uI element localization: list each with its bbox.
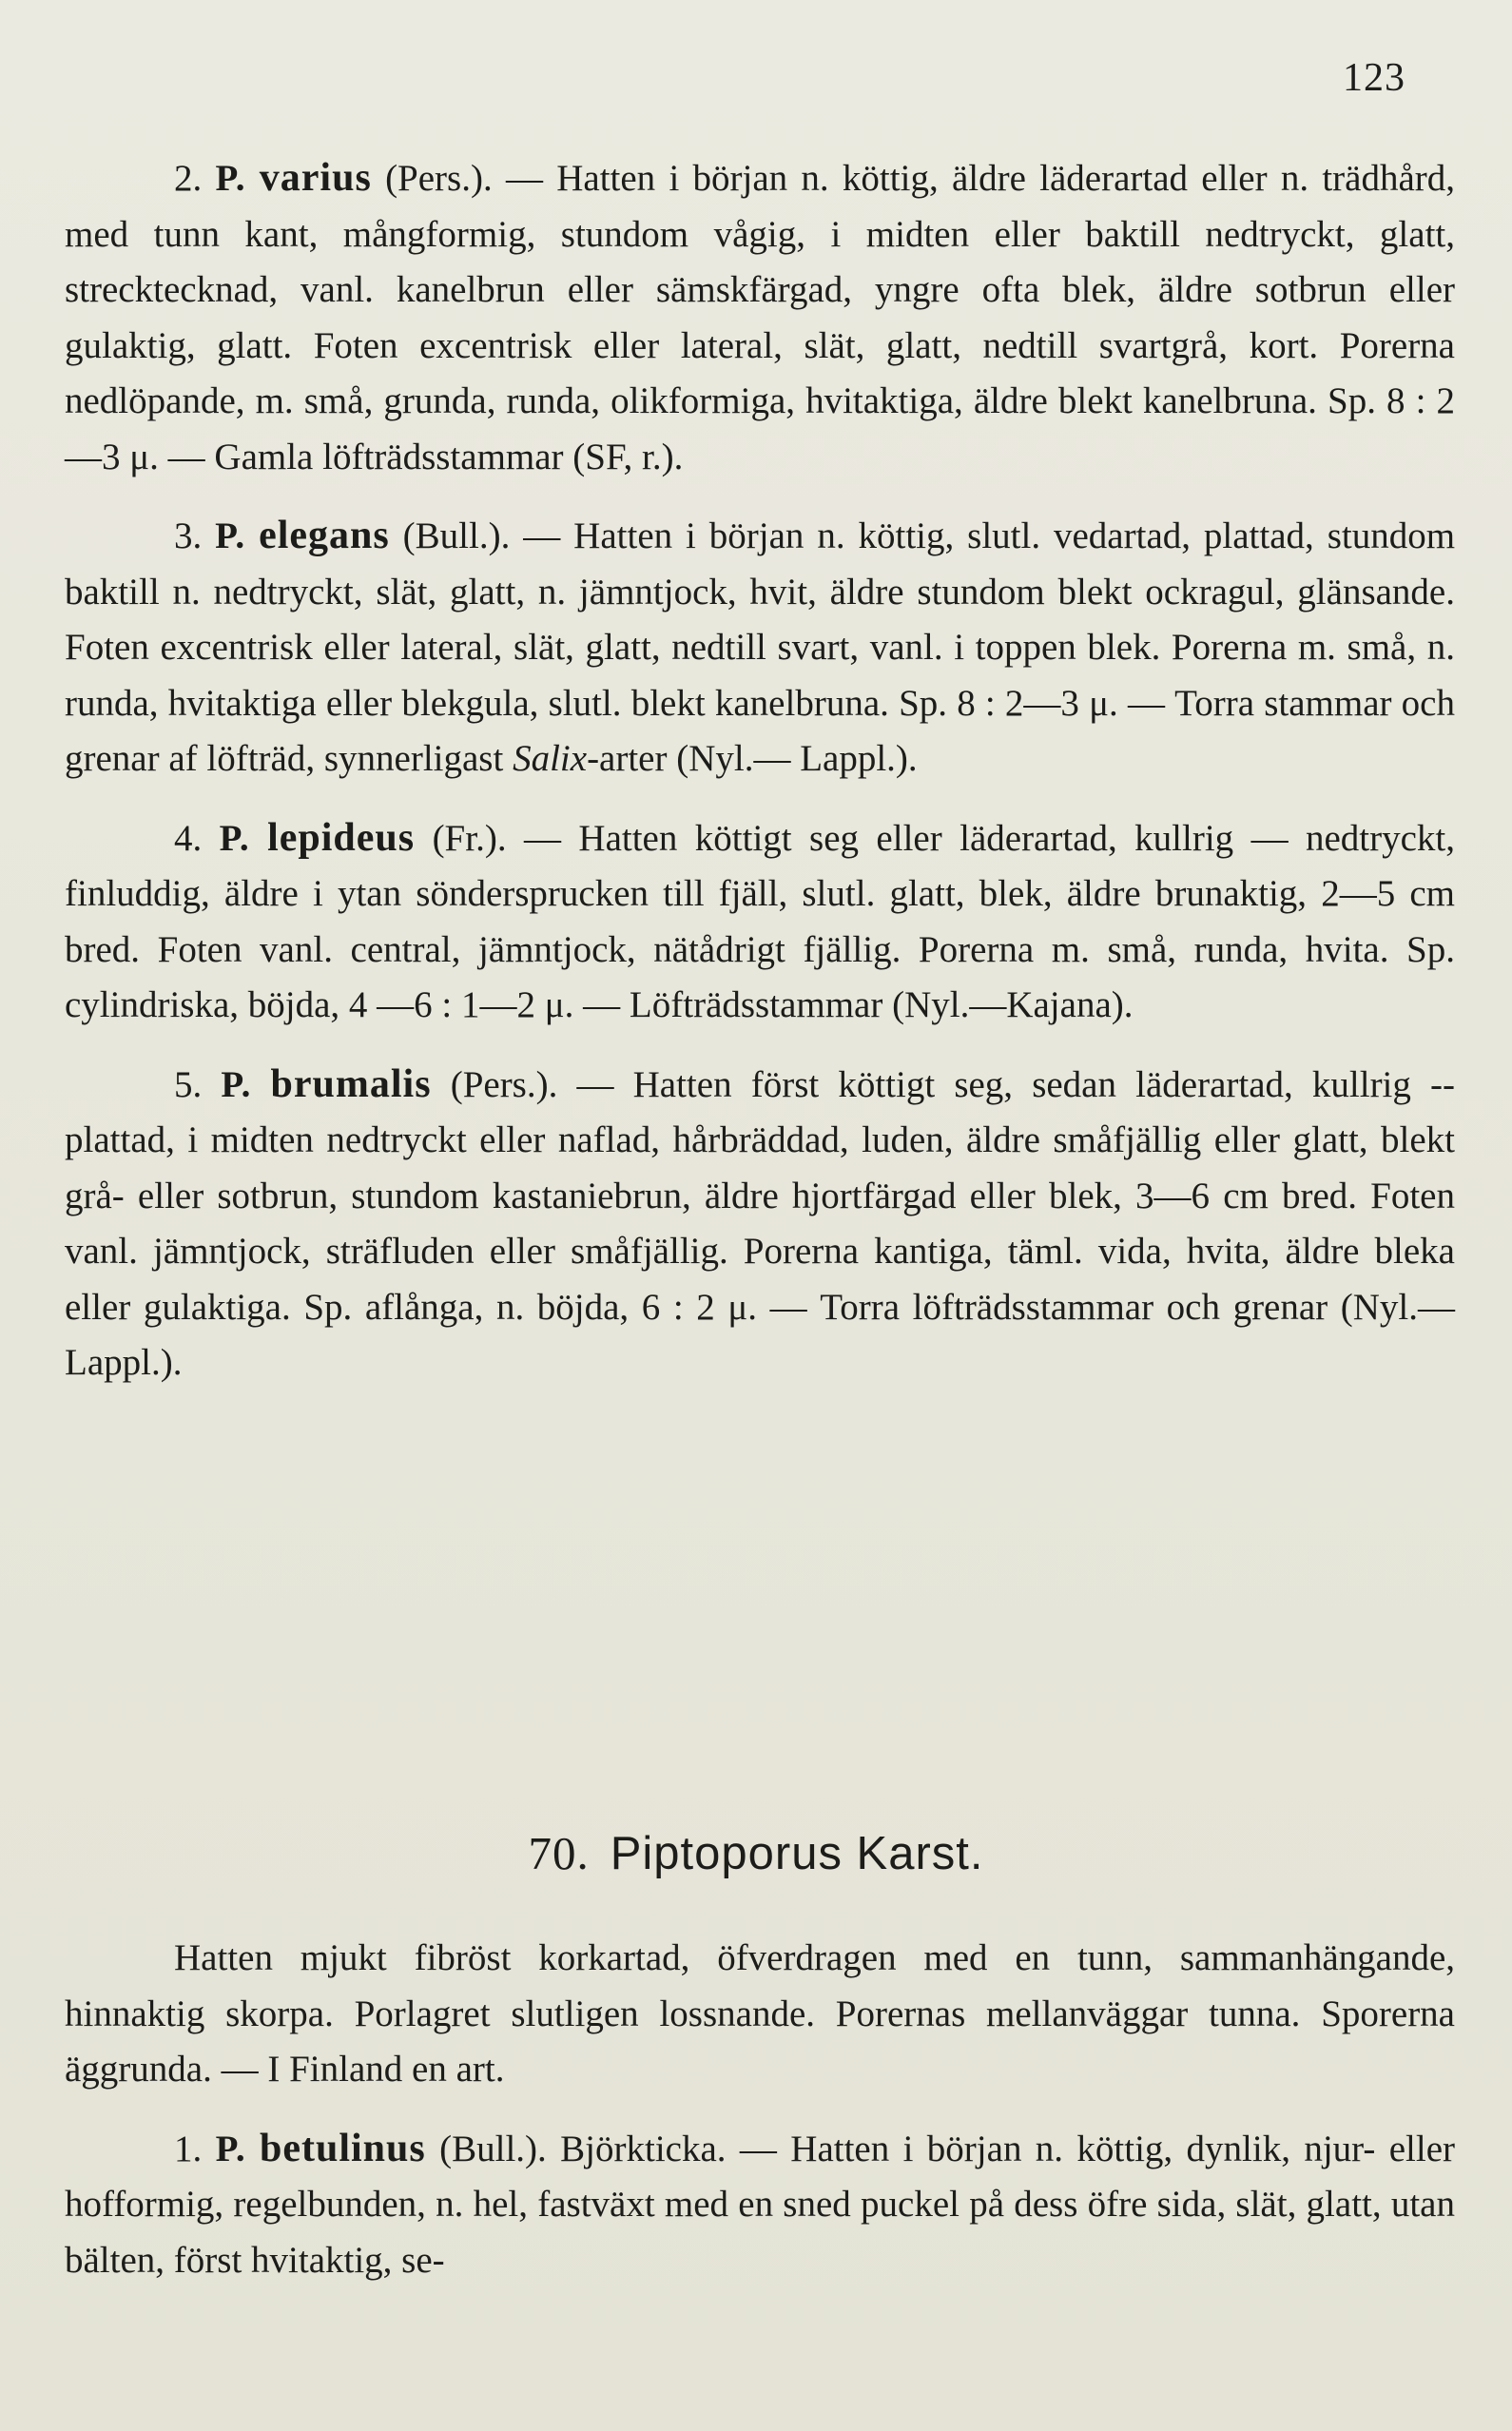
species-description: — Hatten först köttigt seg, sedan läderartad, kullrig -- plattad, i midten nedtryckt eller naflad, hårbräddad, luden, äldre småfjällig eller glatt, blekt grå- eller sotbrun, stundom kastaniebrun, äldre hjortfärgad eller blek, 3—6 cm bred. Foten vanl. jämntjock, sträfluden eller småfjällig. Porerna kantiga, täml. vida, hvita, äldre bleka eller gulaktiga. Sp. aflånga, n. böjda, 6 : 2 μ. — Torra löfträdsstammar och grenar (Nyl.—Lappl.). <box>65 1063 1456 1383</box>
genus-description: Hatten mjukt fibröst korkartad, öfverdragen med en tunn, sammanhängande, hinnaktig skorpa. Porlagret slutligen lossnande. Porernas mellanväggar tunna. Sporerna äggrunda. — I Finland en art. <box>65 1937 1455 2090</box>
species-epithet: elegans <box>259 514 390 557</box>
species-entry-brumalis <box>65 1057 1455 1391</box>
genus-number: 70. <box>528 1827 590 1879</box>
genus-abbreviation: P. <box>215 515 246 556</box>
genus-section-block <box>65 1931 1455 2288</box>
genus-name: Piptoporus Karst. <box>610 1828 984 1879</box>
species-epithet: lepideus <box>267 815 416 860</box>
italic-genus-name: Salix <box>513 738 588 779</box>
species-epithet: betulinus <box>260 2126 426 2170</box>
species-author: (Pers.). <box>450 1063 558 1105</box>
species-description: — Hatten i början n. köttig, äldre läderartad eller n. trädhård, med tunn kant, mångformig, stundom vågig, i midten eller baktill nedtryckt, glatt, strecktecknad, vanl. kanelbrun eller sämskfärgad, yngre ofta blek, äldre sotbrun eller gulaktig, glatt. Foten excentrisk eller lateral, slät, glatt, nedtill svartgrå, kort. Porerna nedlöpande, m. små, grunda, runda, olikformiga, hvitaktiga, äldre blekt kanelbruna. Sp. 8 : 2—3 μ. — Gamla löfträdsstammar (SF, r.). <box>65 158 1456 477</box>
species-entry-lepideus <box>65 810 1455 1034</box>
species-description: Björkticka. — Hatten i början n. köttig, dynlik, njur- eller hofformig, regelbunden, n. hel, fastväxt med en sned puckel på dess öfre sida, slät, glatt, utan bälten, först hvitaktig, se- <box>65 2128 1456 2281</box>
species-entry-elegans <box>65 508 1455 788</box>
entry-number: 2. <box>174 158 203 199</box>
genus-abbreviation: P. <box>219 817 250 859</box>
page-number: 123 <box>1343 56 1405 100</box>
entry-number: 4. <box>174 817 203 859</box>
entry-number: 5. <box>174 1063 203 1105</box>
species-author: (Bull.). <box>439 2128 547 2169</box>
species-description-end: -arter (Nyl.— Lappl.). <box>587 738 918 779</box>
species-author: (Bull.). <box>402 515 511 556</box>
genus-heading <box>0 1826 1512 1880</box>
species-author: (Pers.). <box>385 158 493 199</box>
species-entry-varius <box>65 150 1455 485</box>
species-description: — Hatten köttigt seg eller läderartad, kullrig — nedtryckt, finluddig, äldre i ytan sönderspruckеn till fjäll, slutl. glatt, blek, äldre brunaktig, 2—5 cm bred. Foten vanl. central, jämntjock, nätådrigt fjällig. Porerna m. små, runda, hvita. Sp. cylindriska, böjda, 4 —6 : 1—2 μ. — Löfträdsstammar (Nyl.—Kajana). <box>65 817 1456 1025</box>
species-epithet: brumalis <box>270 1061 432 1106</box>
entry-number: 3. <box>174 515 203 556</box>
genus-abbreviation: P. <box>215 158 246 199</box>
species-description: — Hatten i början n. köttig, slutl. vedartad, plattad, stundom baktill n. nedtryckt, slät, glatt, n. jämntjock, hvit, äldre stundom blekt ockragul, glänsande. Foten excentrisk eller lateral, slät, glatt, nedtill svart, vanl. i toppen blek. Porerna m. små, n. runda, hvitaktiga eller blekgula, slutl. blekt kanelbruna. Sp. 8 : 2—3 μ. — Torra stammar och grenar af löfträd, synnerligast <box>65 515 1456 779</box>
species-epithet: varius <box>259 156 372 200</box>
species-entry-betulinus <box>65 2121 1455 2289</box>
genus-abbreviation: P. <box>215 2128 246 2169</box>
species-entries-block <box>65 150 1455 1391</box>
entry-number: 1. <box>174 2128 203 2169</box>
species-author: (Fr.). <box>432 817 507 859</box>
genus-abbreviation: P. <box>221 1063 252 1105</box>
